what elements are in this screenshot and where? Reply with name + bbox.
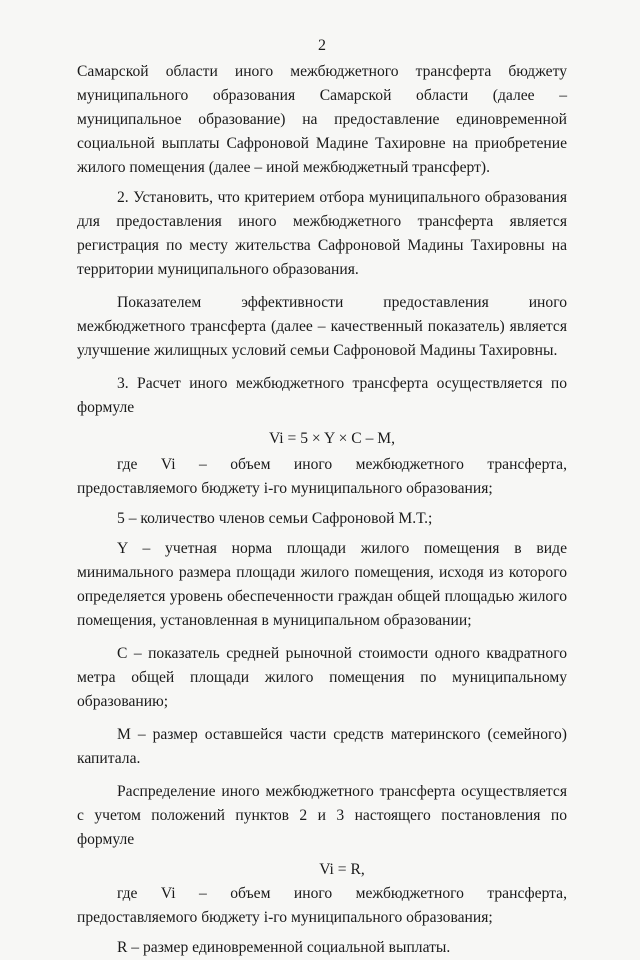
formula-definition-5: 5 – количество членов семьи Сафроновой М.Т.;	[117, 510, 433, 527]
paragraph-continuation: Самарской области иного межбюджетного трансферта бюджету муниципального образования Самарской области (далее – муниципальное образование) на предоставление единовременной социальной выплаты Сафроновой Мадине Тахировне на приобретение жилого помещения (далее – иной межбюджетный трансферт).	[77, 63, 567, 176]
paragraph-item-3: 3. Расчет иного межбюджетного трансферта осуществляется по формуле	[77, 375, 567, 416]
formula-definition-vi: где Vi – объем иного межбюджетного трансферта, предоставляемого бюджету i-го муниципального образования;	[77, 456, 567, 497]
formula-definition-r: R – размер единовременной социальной выплаты.	[117, 939, 451, 956]
paragraph-item-2: 2. Установить, что критерием отбора муниципального образования для предоставления иного межбюджетного трансферта является регистрация по месту жительства Сафроновой Мадины Тахировны на территории муниципального образования.	[77, 189, 567, 278]
formula-calculation: Vi = 5 × Y × C – M,	[268, 430, 396, 447]
formula-definition-c: C – показатель средней рыночной стоимости одного квадратного метра общей площади жилого помещения по муниципальному образованию;	[77, 645, 567, 710]
page-number: 2	[318, 37, 326, 54]
paragraph-efficiency-indicator: Показателем эффективности предоставления иного межбюджетного трансферта (далее – качественный показатель) является улучшение жилищных условий семьи Сафроновой Мадины Тахировны.	[77, 294, 567, 359]
paragraph-distribution: Распределение иного межбюджетного трансферта осуществляется с учетом положений пунктов 2 и 3 настоящего постановления по формуле	[77, 783, 567, 848]
formula-definition-m: M – размер оставшейся части средств материнского (семейного) капитала.	[77, 726, 567, 767]
formula-definition-y: Y – учетная норма площади жилого помещения в виде минимального размера площади жилого помещения, исходя из которого определяется уровень обеспеченности граждан общей площадью жилого помещения, установленная в муниципальном образовании;	[77, 540, 567, 629]
formula-definition-vi-2: где Vi – объем иного межбюджетного трансферта, предоставляемого бюджету i-го муниципального образования;	[77, 885, 567, 926]
formula-distribution: Vi = R,	[319, 861, 365, 878]
